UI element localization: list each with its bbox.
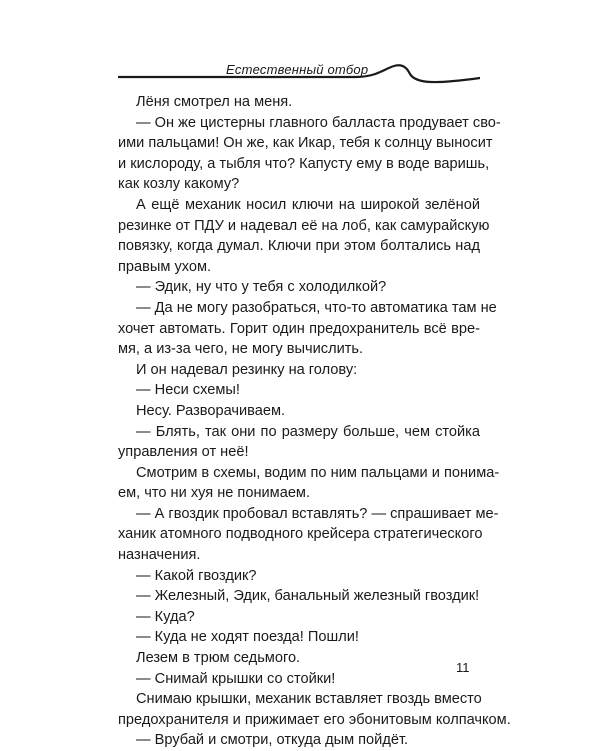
text-line: — А гвоздик пробовал вставлять? — спрашивает ме- [136, 505, 499, 522]
text-line: мя, а из-за чего, не могу вычислить. [118, 341, 364, 358]
text-line: ем, что ни хуя не понимаем. [118, 485, 311, 502]
text-line: Снимаю крышки, механик вставляет гвоздь вместо [136, 691, 482, 708]
text-line: — Куда не ходят поезда! Пошли! [136, 629, 359, 646]
text-line: резинке от ПДУ и надевал её на лоб, как самурайскую [118, 217, 490, 234]
text-line: — Куда? [136, 608, 195, 625]
text-line: — Блять, так они по размеру больше, чем стойка [136, 423, 480, 440]
text-line: — Неси схемы! [136, 382, 240, 399]
text-line: — Он же цистерны главного балласта продувает сво- [136, 114, 501, 131]
text-line: — Эдик, ну что у тебя с холодилкой? [136, 279, 387, 296]
text-line: как козлу какому? [118, 176, 240, 193]
running-header: Естественный отбор [226, 62, 369, 77]
text-line: ханик атомного подводного крейсера стратегического [118, 526, 483, 543]
text-line: ими пальцами! Он же, как Икар, тебя к солнцу выносит [118, 135, 493, 152]
text-line: И он надевал резинку на голову: [136, 361, 358, 378]
body-text [118, 92, 511, 751]
text-line: — Снимай крышки со стойки! [136, 670, 336, 687]
text-line: предохранителя и прижимает его эбонитовым колпачком. [118, 711, 511, 728]
text-line: Лёня смотрел на меня. [136, 94, 293, 110]
text-line: и кислороду, а тыбля что? Капусту ему в воде варишь, [118, 155, 490, 172]
text-line: повязку, когда думал. Ключи при этом болтались над [118, 238, 480, 255]
text-line: правым ухом. [118, 258, 212, 275]
text-line: — Да не могу разобраться, что-то автоматика там не [136, 299, 497, 316]
text-line: управления от неё! [118, 444, 249, 461]
text-line: Лезем в трюм седьмого. [136, 650, 301, 667]
text-line: Смотрим в схемы, водим по ним пальцами и понима- [136, 464, 500, 481]
text-line: хочет автомать. Горит один предохранитель всё вре- [118, 320, 480, 337]
text-line: Несу. Разворачиваем. [136, 402, 286, 419]
text-line: назначения. [118, 547, 201, 564]
text-line: А ещё механик носил ключи на широкой зелёной [136, 196, 480, 213]
text-line: — Врубай и смотри, откуда дым пойдёт. [136, 732, 409, 749]
page-number: 11 [456, 660, 470, 675]
text-line: — Железный, Эдик, банальный железный гвоздик! [136, 588, 480, 605]
text-line: — Какой гвоздик? [136, 567, 257, 584]
